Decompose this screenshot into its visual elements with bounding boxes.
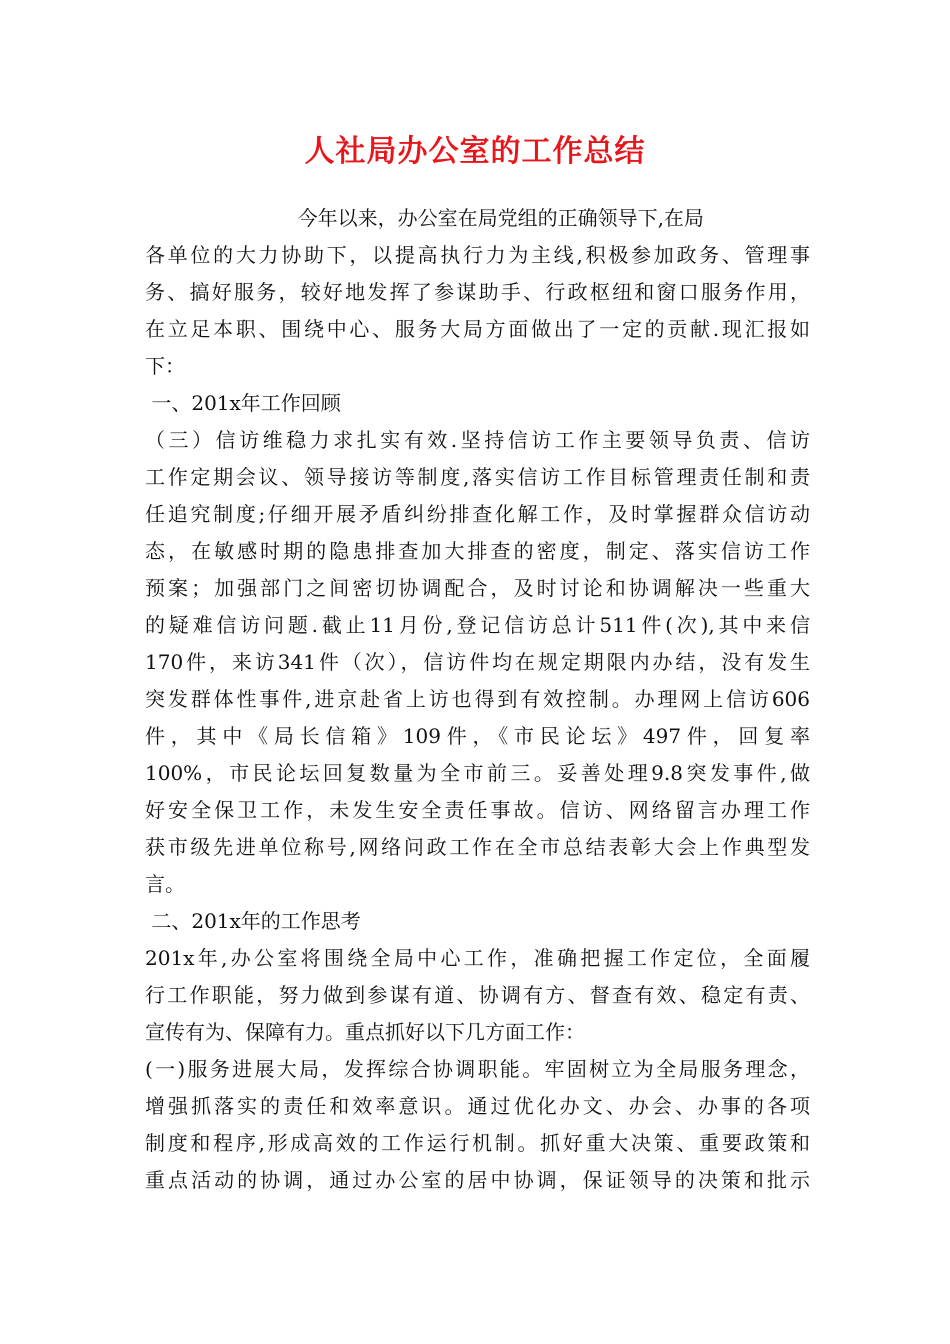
paragraph-line: 100%，市民论坛回复数量为全市前三。妥善处理9.8突发事件,做 [145, 761, 810, 785]
paragraph-line: 宣传有为、保障有力。重点抓好以下几方面工作： [145, 1020, 585, 1044]
paragraph-line: 行工作职能，努力做到参谋有道、协调有方、督查有效、稳定有责、 [145, 983, 810, 1007]
paragraph-line: 重点活动的协调，通过办公室的居中协调，保证领导的决策和批示 [145, 1168, 810, 1192]
paragraph-line: 今年以来，办公室在局党组的正确领导下,在局 [145, 206, 704, 230]
paragraph-line: (一)服务进展大局，发挥综合协调职能。牢固树立为全局服务理念， [145, 1057, 810, 1081]
paragraph-line: 201x年,办公室将围绕全局中心工作，准确把握工作定位，全面履 [145, 946, 810, 970]
section-heading: 一、201x年工作回顾 [145, 391, 341, 415]
paragraph-line: 制度和程序,形成高效的工作运行机制。抓好重大决策、重要政策和 [145, 1131, 810, 1155]
paragraph-line: 增强抓落实的责任和效率意识。通过优化办文、办会、办事的各项 [145, 1094, 810, 1118]
paragraph-line: 突发群体性事件,进京赴省上访也得到有效控制。办理网上信访606 [145, 687, 810, 711]
paragraph-line: 预案；加强部门之间密切协调配合，及时讨论和协调解决一些重大 [145, 576, 810, 600]
paragraph-line: 件，其中《局长信箱》109件，《市民论坛》497件，回复率 [145, 724, 810, 748]
paragraph-line: 获市级先进单位称号,网络问政工作在全市总结表彰大会上作典型发 [145, 835, 810, 859]
paragraph-line: 言。 [145, 872, 185, 896]
document-title: 人社局办公室的工作总结 [304, 134, 646, 169]
paragraph-line: 务、搞好服务，较好地发挥了参谋助手、行政枢纽和窗口服务作用， [145, 280, 810, 304]
paragraph-line: 各单位的大力协助下，以提高执行力为主线,积极参加政务、管理事 [145, 243, 810, 267]
paragraph-line: 好安全保卫工作，未发生安全责任事故。信访、网络留言办理工作 [145, 798, 810, 822]
paragraph-line: 工作定期会议、领导接访等制度,落实信访工作目标管理责任制和责 [145, 465, 810, 489]
section-heading: 二、201x年的工作思考 [145, 909, 361, 933]
paragraph-line: 任追究制度;仔细开展矛盾纠纷排查化解工作，及时掌握群众信访动 [145, 502, 810, 526]
paragraph-line: 在立足本职、围绕中心、服务大局方面做出了一定的贡献.现汇报如 [145, 317, 810, 341]
document-body [145, 200, 810, 1199]
paragraph-line: （三）信访维稳力求扎实有效.坚持信访工作主要领导负责、信访 [145, 428, 810, 452]
paragraph-line: 态，在敏感时期的隐患排查加大排查的密度，制定、落实信访工作 [145, 539, 810, 563]
paragraph-line: 的疑难信访问题.截止11月份,登记信访总计511件(次),其中来信 [145, 613, 810, 637]
paragraph-line: 170件，来访341件（次），信访件均在规定期限内办结，没有发生 [145, 650, 810, 674]
paragraph-line: 下： [145, 354, 185, 378]
